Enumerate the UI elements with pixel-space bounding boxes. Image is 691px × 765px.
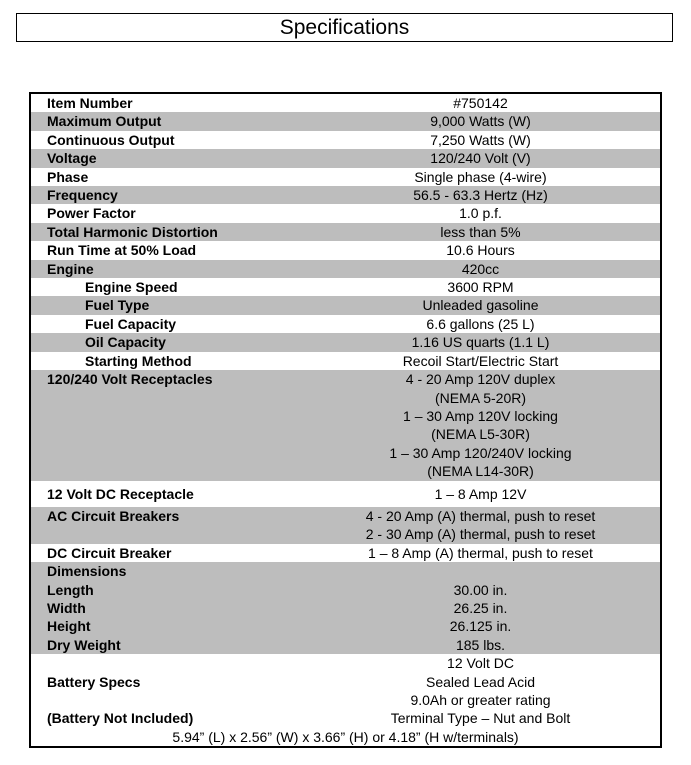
spec-label: Engine Speed [85,279,178,296]
spec-value-line: (NEMA L5-30R) [431,426,530,443]
table-row [31,617,660,635]
spec-label-line: (Battery Not Included) [47,710,194,727]
spec-value: 7,250 Watts (W) [430,131,531,148]
table-row [31,112,660,130]
spec-value: Unleaded gasoline [422,297,539,314]
table-row [31,204,660,222]
spec-label: Engine [47,260,94,277]
spec-label: Starting Method [85,352,192,369]
spec-label: Length [47,581,94,598]
spec-value: 1 – 8 Amp (A) thermal, push to reset [368,544,593,561]
spec-value-line: (NEMA 5-20R) [434,389,527,406]
table-row [31,599,660,617]
spec-value: Recoil Start/Electric Start [402,352,559,369]
spec-label: DC Circuit Breaker [47,544,172,561]
spec-value: 9,000 Watts (W) [430,113,531,130]
table-row [31,94,660,112]
table-row [31,544,660,562]
spec-value: 26.125 in. [449,618,512,635]
spec-value-line: 9.0Ah or greater rating [410,692,551,708]
table-row [31,186,660,204]
spec-label: Height [47,618,91,635]
page-title: Specifications [16,13,673,42]
spec-label: Fuel Capacity [85,315,177,332]
spec-label: Phase [47,168,89,185]
spec-label: Maximum Output [47,113,162,130]
spec-label: AC Circuit Breakers [47,507,180,524]
spec-value: less than 5% [440,223,521,240]
spec-label: Continuous Output [47,131,175,148]
spec-label: Total Harmonic Distortion [47,223,218,240]
table-row [31,296,660,314]
spec-value-group [301,370,660,480]
spec-label-line: Battery Specs [47,673,141,690]
spec-value: 26.25 in. [453,599,508,616]
spec-label: Dimensions [47,563,127,580]
table-row [31,315,660,333]
spec-value: 1.0 p.f. [459,205,502,222]
spec-value: 30.00 in. [453,581,508,598]
table-row [31,278,660,296]
spec-label: Fuel Type [85,297,150,314]
table-row [31,149,660,167]
spec-value: 56.5 - 63.3 Hertz (Hz) [413,187,548,204]
spec-value: 10.6 Hours [446,242,515,259]
spec-value: 1 – 8 Amp 12V [434,485,527,502]
spec-label: Item Number [47,95,133,111]
table-row [31,581,660,599]
spec-value: 3600 RPM [447,279,514,296]
spec-label: Oil Capacity [85,334,166,351]
spec-value-line: Terminal Type – Nut and Bolt [390,710,571,727]
spec-value: 120/240 Volt (V) [430,150,531,167]
spec-label: Run Time at 50% Load [47,242,197,259]
spec-value-line: 4 - 20 Amp (A) thermal, push to reset [365,507,596,524]
table-row [31,241,660,259]
spec-label: Voltage [47,150,97,167]
spec-value: #750142 [453,95,508,111]
spec-value: 6.6 gallons (25 L) [426,315,535,332]
spec-value-line: Sealed Lead Acid [426,673,535,690]
spec-value: 420cc [461,260,500,277]
table-row [31,131,660,149]
table-row [31,507,660,544]
spec-value: Single phase (4-wire) [414,168,547,185]
spec-value-line: (NEMA L14-30R) [427,463,534,480]
spec-value-line: 1 – 30 Amp 120V locking [403,407,558,424]
spec-value [301,562,660,580]
specifications-table [29,92,662,748]
spec-value-line: 4 - 20 Amp 120V duplex [405,371,556,388]
spec-value-line: 1 – 30 Amp 120/240V locking [389,444,572,461]
spec-label: Frequency [47,187,118,204]
table-row [31,654,660,746]
spec-value-line: 12 Volt DC [447,655,514,672]
table-row [31,223,660,241]
table-row [31,485,660,503]
table-row [31,352,660,370]
spec-label: 12 Volt DC Receptacle [47,485,194,502]
table-row [31,562,660,580]
table-row [31,168,660,186]
spec-label: Dry Weight [47,636,121,653]
table-row [31,370,660,480]
table-row [31,333,660,351]
table-row [31,636,660,654]
spec-value-line: 2 - 30 Amp (A) thermal, push to reset [365,526,596,543]
spec-value: 185 lbs. [455,636,506,653]
spec-label: Width [47,599,86,616]
spec-value-group [301,507,660,544]
spec-label: Power Factor [47,205,136,222]
spec-value: 1.16 US quarts (1.1 L) [411,334,550,351]
spec-value-line: 5.94” (L) x 2.56” (W) x 3.66” (H) or 4.18” (H w/terminals) [172,728,519,745]
spec-label: 120/240 Volt Receptacles [47,371,213,388]
spec-value-group [172,654,660,746]
table-row [31,260,660,278]
